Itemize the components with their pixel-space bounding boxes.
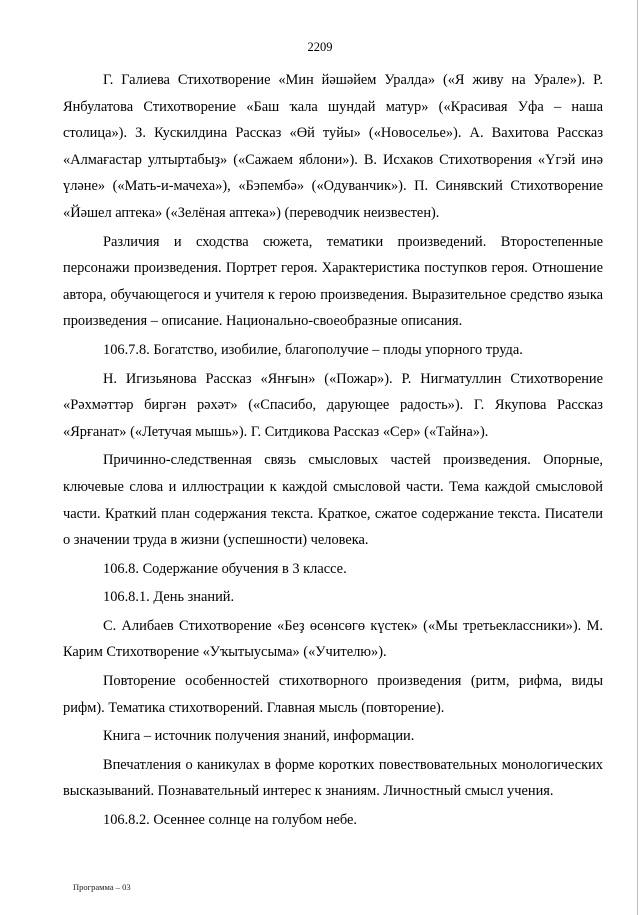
paragraph-reading-list-third-graders: С. Алибаев Стихотворение «Беҙ өсөнсөгө күстек» («Мы третьеклассники»). М. Карим Стихотворение «Уҡытыусыма» («Учителю»).	[63, 617, 603, 661]
paragraph-poetry-repetition: Повторение особенностей стихотворного произведения (ритм, рифма, виды рифм). Тематика стихотворений. Главная мысль (повторение).	[63, 673, 603, 716]
section-heading-106-8: 106.8. Содержание обучения в 3 классе.	[103, 560, 347, 577]
paragraph-vacation-impressions: Впечатления о каникулах в форме коротких повествовательных монологических высказываний. Познавательный интерес к знаниям. Личностный смысл учения.	[63, 756, 603, 800]
paragraph-reading-list-fire: Н. Игизьянова Рассказ «Янғын» («Пожар»). Р. Нигматуллин Стихотворение «Рәхмәттәр биргән рәхәт» («Спасибо, дарующее радость»). Г. Якупова Рассказ «Ярғанат» («Летучая мышь»). Г. Ситдикова Рассказ «Сер» («Тайна»).	[63, 370, 603, 440]
page-number: 2209	[307, 40, 333, 54]
paragraph-book-source: Книга – источник получения знаний, информации.	[103, 728, 415, 745]
paragraph-reading-list-ural: Г. Галиева Стихотворение «Мин йәшәйем Уралда» («Я живу на Урале»). Р. Янбулатова Стихотворение «Баш ҡала шундай матур» («Красивая Уфа – наша столица»). З. Кускилдина Рассказ «Өй туйы» («Новоселье»). А. Вахитова Рассказ «Алмағастар ултыртабыҙ» («Сажаем яблони»). В. Исхаков Стихотворения «Үгэй инә үләне» («Мать-и-мачеха»), «Бэпембә» («Одуванчик»). П. Синявский Стихотворение «Йәшел аптека» («Зелёная аптека») (переводчик неизвестен).	[63, 72, 603, 221]
section-heading-106-7-8: 106.7.8. Богатство, изобилие, благополучие – плоды упорного труда.	[103, 341, 523, 358]
section-heading-106-8-1: 106.8.1. День знаний.	[103, 589, 235, 606]
paragraph-plot-differences: Различия и сходства сюжета, тематики произведений. Второстепенные персонажи произведения. Портрет героя. Характеристика поступков героя. Отношение автора, обучающегося и учителя к герою произведения. Выразительное средство языка произведения – описание. Национально-своеобразные описания.	[63, 233, 603, 330]
footer-program-label: Программа – 03	[73, 882, 131, 892]
section-heading-106-8-2: 106.8.2. Осеннее солнце на голубом небе.	[103, 812, 358, 829]
document-body	[63, 67, 603, 834]
paragraph-causal-relations: Причинно-следственная связь смысловых частей произведения. Опорные, ключевые слова и иллюстрации к каждой смысловой части. Тема каждой смысловой части. Краткий план содержания текста. Краткое, сжатое содержание текста. Писатели о значении труда в жизни (успешности) человека.	[63, 452, 603, 549]
